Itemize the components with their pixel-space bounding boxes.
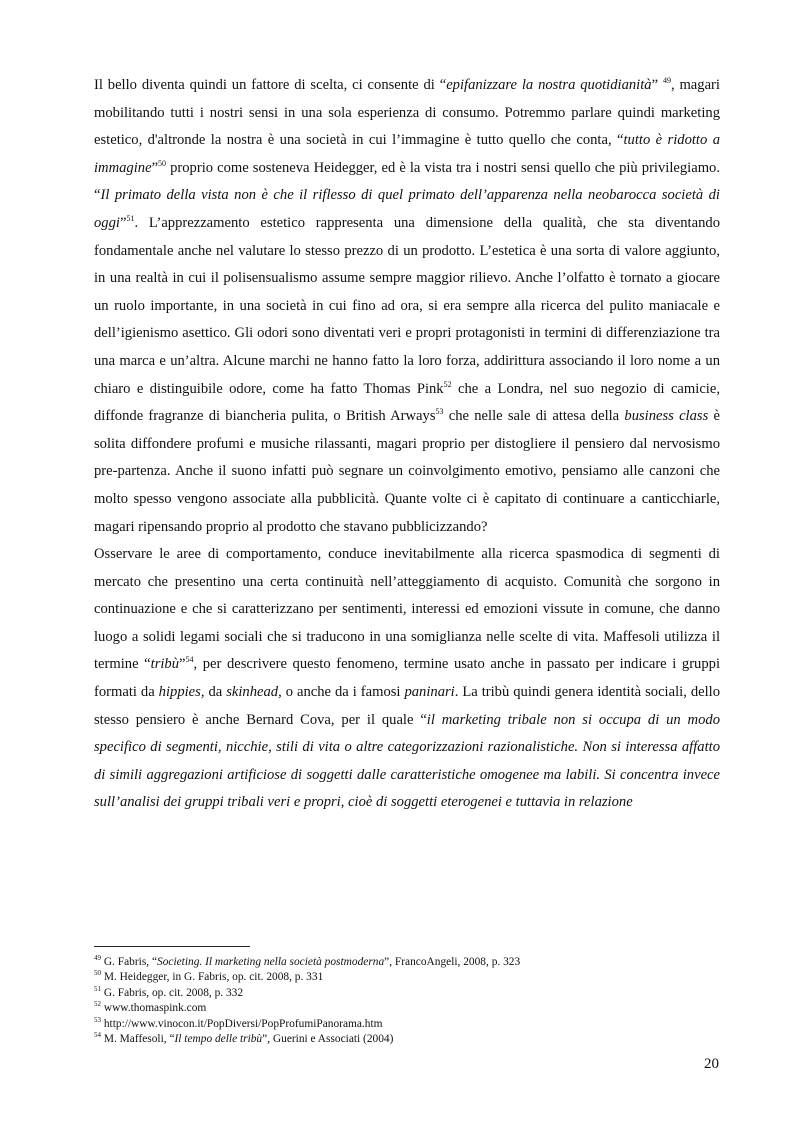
italic-text: Il primato della vista non è che il riflesso di quel primato dell’apparenza nella neobarocca società di oggi bbox=[94, 187, 720, 231]
body-text bbox=[94, 72, 720, 817]
text-run: Il bello diventa quindi un fattore di scelta, ci consente di “ bbox=[94, 77, 447, 93]
text-run: www.thomaspink.com bbox=[101, 1002, 207, 1015]
text-run: è solita diffondere profumi e musiche rilassanti, magari proprio per distogliere il pensiero dal nervosismo pre-partenza. Anche il suono infatti può segnare un coinvolgimento emotivo, pensiamo alle canzoni che molto spesso vengono associate alla pubblicità. Quante volte ci è capitato di continuare a canticchiarle, magari ripensando proprio al prodotto che stavano pubblicizzando? bbox=[94, 408, 720, 535]
text-run: ”, Guerini e Associati (2004) bbox=[262, 1033, 394, 1046]
text-run: ” bbox=[119, 214, 127, 231]
text-run: proprio come sosteneva Heidegger, ed è la vista tra i nostri sensi quello che più privilegiamo. “ bbox=[94, 159, 720, 204]
italic-text: tribù bbox=[150, 656, 180, 673]
italic-text: Societing. Il marketing nella società postmoderna bbox=[157, 956, 385, 968]
italic-text: skinhead bbox=[226, 684, 279, 701]
paragraph-2 bbox=[94, 541, 720, 817]
footnote-54 bbox=[94, 1032, 720, 1047]
footnote-ref: 54 bbox=[185, 655, 194, 665]
text-run: ” bbox=[179, 656, 186, 673]
footnote-list bbox=[94, 955, 720, 1047]
footnotes bbox=[94, 946, 720, 1047]
footnote-ref: 49 bbox=[662, 76, 671, 86]
footnote-number: 50 bbox=[94, 969, 101, 978]
footnote-51 bbox=[94, 986, 720, 1001]
footnote-ref: 51 bbox=[126, 214, 135, 224]
text-run: Osservare le aree di comportamento, conduce inevitabilmente alla ricerca spasmodica di segmenti di mercato che presentino una certa continuità nell’atteggiamento di acquisto. Comunità che sorgono in continuazione e che si caratterizzano per sentimenti, interessi ed emozioni vissute in comune, che danno luogo a solidi legami sociali che si traducono in una somiglianza nelle scelte di vita. Maffesoli utilizza il termine “ bbox=[94, 546, 720, 673]
footnote-49 bbox=[94, 955, 720, 970]
italic-text: il marketing tribale non si occupa di un modo specifico di segmenti, nicchie, stili di vita o altre categorizzazioni razionalistiche. Non si interessa affatto di simili aggregazioni artificiose di soggetti dalle caratteristiche omogenee ma labili. Si concentra invece sull’analisi dei gruppi tribali veri e propri, cioè di soggetti eterogenei e tuttavia in relazione bbox=[94, 711, 720, 811]
text-run: G. Fabris, “ bbox=[101, 956, 157, 968]
footnote-53[interactable] bbox=[94, 1017, 720, 1032]
footnote-number: 54 bbox=[94, 1031, 101, 1040]
text-run: che a Londra, nel suo negozio di camicie, diffonde fragranze di biancheria pulita, o British Arways bbox=[94, 380, 720, 425]
italic-text: epifanizzare la nostra quotidianità bbox=[446, 77, 652, 93]
text-run: , da bbox=[200, 684, 227, 701]
text-run: M. Heidegger, in G. Fabris, op. cit. 2008, p. 331 bbox=[101, 971, 324, 984]
footnote-number: 51 bbox=[94, 985, 101, 994]
italic-text: business class bbox=[624, 408, 709, 425]
text-run: ”, FrancoAngeli, 2008, p. 323 bbox=[384, 956, 521, 968]
footnote-number: 53 bbox=[94, 1015, 101, 1024]
footnote-52[interactable] bbox=[94, 1001, 720, 1016]
footnote-number: 52 bbox=[94, 1000, 101, 1009]
text-run: , magari mobilitando tutti i nostri sensi in una sola esperienza di consumo. Potremmo parlare quindi marketing estetico, d'altronde la nostra è una società in cui l’immagine è tutto quello che conta, “ bbox=[94, 77, 720, 149]
text-run: ” bbox=[651, 77, 663, 93]
text-run: M. Maffesoli, “ bbox=[101, 1033, 175, 1046]
footnote-number: 49 bbox=[94, 954, 101, 963]
text-run: . L’apprezzamento estetico rappresenta una dimensione della qualità, che sta diventando fondamentale anche nel valutare lo stesso prezzo di un prodotto. L’estetica è una sorta di valore aggiunto, in una realtà in cui il polisensualismo assume sempre maggior rilievo. Anche l’olfatto è tornato a giocare un ruolo importante, in una società in cui fino ad ora, si era sempre alla ricerca del pulito maniacale e dell’igienismo asettico. Gli odori sono diventati veri e propri protagonisti in termini di differenziazione tra una marca e un’altra. Alcune marchi ne hanno fatto la loro forza, addirittura associando il loro nome a un chiaro e distinguibile odore, come ha fatto Thomas Pink bbox=[94, 214, 720, 397]
italic-text: hippies bbox=[158, 684, 201, 701]
footnote-ref: 50 bbox=[158, 158, 167, 168]
text-run: , per descrivere questo fenomeno, termine usato anche in passato per indicare i gruppi formati da bbox=[94, 656, 720, 701]
italic-text: tutto è ridotto a immagine bbox=[94, 132, 720, 176]
text-run: G. Fabris, op. cit. 2008, p. 332 bbox=[101, 986, 244, 999]
footnote-50 bbox=[94, 970, 720, 985]
text-run: , o anche da i famosi bbox=[278, 684, 405, 701]
text-run: ” bbox=[151, 159, 159, 176]
text-run: http://www.vinocon.it/PopDiversi/PopProfumiPanorama.htm bbox=[101, 1017, 383, 1030]
text-run: . La tribù quindi genera identità sociali, dello stesso pensiero è anche Bernard Cova, per il quale “ bbox=[94, 684, 720, 728]
italic-text: paninari bbox=[404, 684, 455, 701]
footnote-ref: 53 bbox=[435, 407, 444, 417]
paragraph-1 bbox=[94, 72, 720, 541]
page-number: 20 bbox=[704, 1056, 719, 1072]
footnote-ref: 52 bbox=[443, 379, 452, 389]
italic-text: Il tempo delle tribù bbox=[174, 1033, 263, 1046]
text-run: che nelle sale di attesa della bbox=[443, 408, 625, 425]
footnote-separator bbox=[94, 946, 250, 947]
